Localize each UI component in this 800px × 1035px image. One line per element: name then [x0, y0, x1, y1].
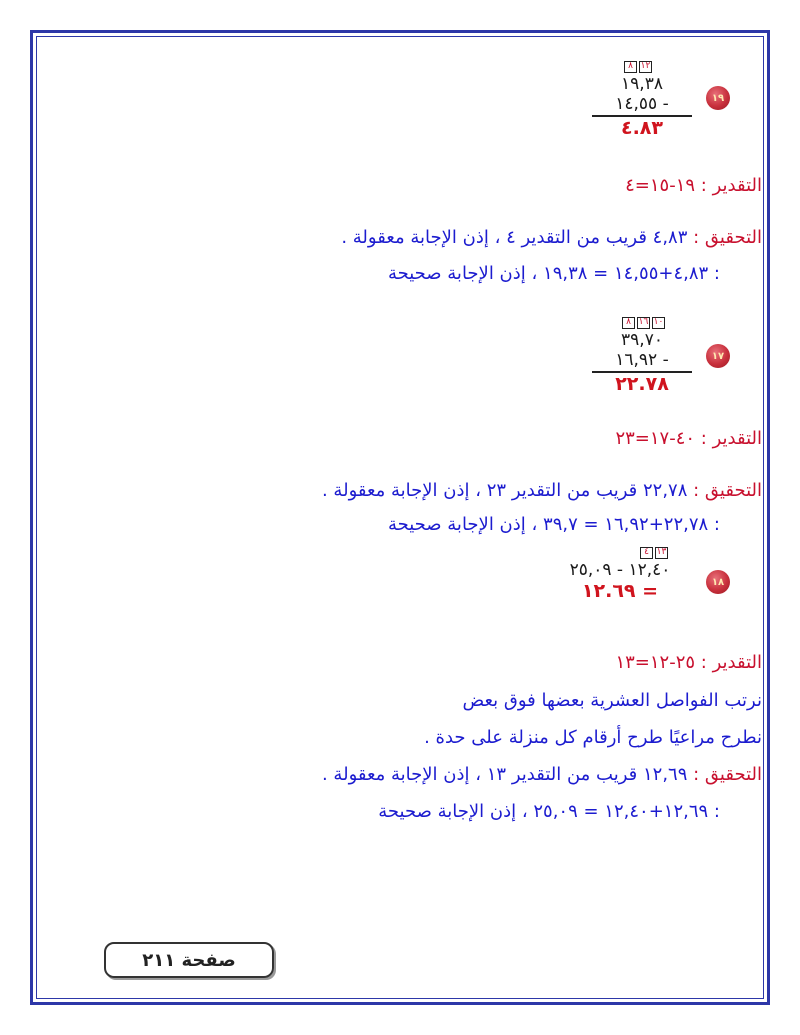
subtraction-calc — [592, 317, 692, 395]
borrow-box: ٨ — [624, 61, 637, 73]
note-text: نرتب الفواصل العشرية بعضها فوق بعض — [462, 690, 762, 711]
estimate-line — [615, 428, 762, 449]
minuend: ١٩,٣٨ — [621, 74, 663, 94]
subtraction-calc — [592, 61, 692, 139]
difference-result: ٢٢.٧٨ — [615, 373, 669, 395]
verify-text: : ٢٢,٧٨+١٦,٩٢ = ٣٩,٧ ، إذن الإجابة صحيحة — [387, 514, 720, 535]
check-line — [322, 764, 762, 785]
check-text: ٤,٨٣ قريب من التقدير ٤ ، إذن الإجابة معقولة . — [341, 227, 688, 248]
borrow-box: ١٦ — [638, 317, 649, 327]
check-text: ٢٢,٧٨ قريب من التقدير ٢٣ ، إذن الإجابة معقولة . — [321, 480, 688, 501]
estimate-line — [615, 652, 762, 673]
verify-line — [388, 263, 720, 284]
subtraction-calc — [540, 547, 700, 602]
problem-number-badge: ١٨ — [706, 570, 730, 594]
check-line — [341, 227, 762, 248]
subtrahend: ١٦,٩٢ - — [592, 350, 692, 373]
check-label: التحقيق : — [693, 764, 762, 785]
check-label: التحقيق : — [693, 227, 762, 248]
borrow-box: ٤ — [640, 547, 653, 559]
problem-number-badge: ١٩ — [706, 86, 730, 110]
borrow-box: ١٣ — [656, 547, 667, 557]
page-number-label: صفحة ٢١١ — [142, 949, 236, 971]
check-label: التحقيق : — [693, 480, 762, 501]
note-line — [462, 690, 762, 711]
subtrahend: ١٤,٥٥ - — [592, 94, 692, 117]
problem-number-badge: ١٧ — [706, 344, 730, 368]
note-line — [424, 727, 762, 748]
estimate-label: التقدير : — [700, 652, 762, 673]
estimate-text: ٤٠-١٧=٢٣ — [615, 428, 696, 449]
estimate-text: ١٩-١٥=٤ — [625, 175, 696, 196]
verify-line — [378, 801, 720, 822]
estimate-label: التقدير : — [700, 428, 762, 449]
borrow-box: ١٢ — [640, 61, 651, 71]
note-text: نطرح مراعيًا طرح أرقام كل منزلة على حدة . — [424, 727, 762, 748]
estimate-label: التقدير : — [700, 175, 762, 196]
difference-result: ١٢.٦٩ = — [581, 580, 659, 602]
check-line — [322, 480, 762, 501]
estimate-text: ٢٥-١٢=١٣ — [615, 652, 696, 673]
page-number-box — [104, 942, 274, 978]
estimate-line — [625, 175, 762, 196]
minuend: ٣٩,٧٠ — [621, 330, 663, 350]
borrow-box: ١٠ — [653, 317, 664, 327]
borrow-box: ٨ — [622, 317, 635, 329]
check-text: ١٢,٦٩ قريب من التقدير ١٣ ، إذن الإجابة معقولة . — [321, 764, 688, 785]
verify-text: : ٤,٨٣+١٤,٥٥ = ١٩,٣٨ ، إذن الإجابة صحيحة — [387, 263, 720, 284]
verify-line — [388, 514, 720, 535]
verify-text: : ١٢,٦٩+١٢,٤٠ = ٢٥,٠٩ ، إذن الإجابة صحيحة — [378, 801, 720, 822]
difference-result: ٤.٨٣ — [620, 117, 663, 139]
subtraction-expression: ١٢,٤٠ - ٢٥,٠٩ — [569, 560, 671, 580]
